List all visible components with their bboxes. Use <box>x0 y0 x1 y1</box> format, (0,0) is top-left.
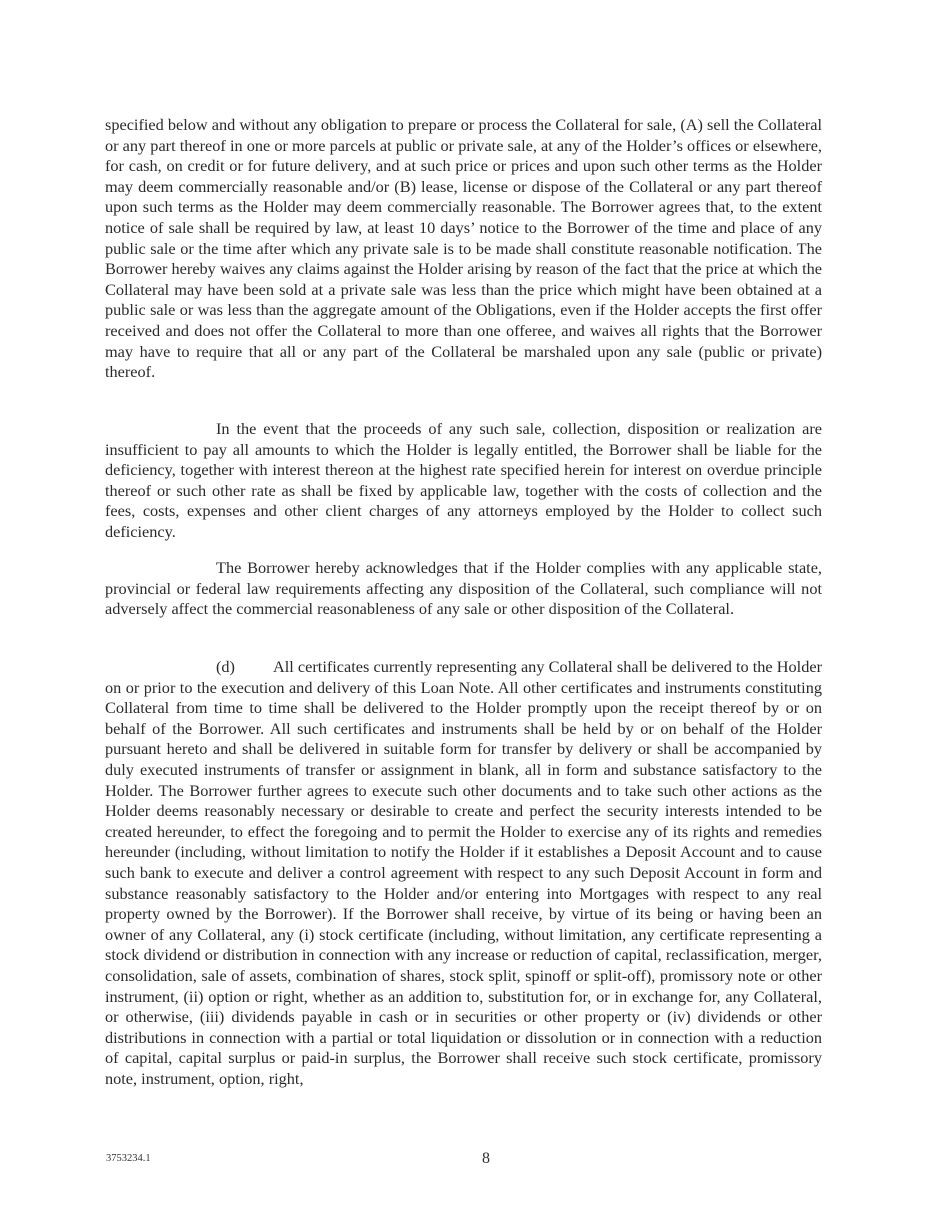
paragraph-compliance: The Borrower hereby acknowledges that if the Holder complies with any applicable state, provincial or federal law requirements affecting any disposition of the Collateral, such compliance will not adversely affect the commercial reasonableness of any sale or other disposition of the Collateral. <box>105 558 822 619</box>
paragraph-deficiency: In the event that the proceeds of any such sale, collection, disposition or realization are insufficient to pay all amounts to which the Holder is legally entitled, the Borrower shall be liable for the deficiency, together with interest thereon at the highest rate specified herein for interest on overdue principle thereof or such other rate as shall be fixed by applicable law, together with the costs of collection and the fees, costs, expenses and other client charges of any attorneys employed by the Holder to collect such deficiency. <box>105 419 822 541</box>
subsection-text: All certificates currently representing any Collateral shall be delivered to the Holder on or prior to the execution and delivery of this Loan Note. All other certificates and instruments constituting Collateral from time to time shall be delivered to the Holder promptly upon the receipt thereof by or on behalf of the Borrower. All such certificates and instruments shall be held by or on behalf of the Holder pursuant hereto and shall be delivered in suitable form for transfer by delivery or shall be accompanied by duly executed instruments of transfer or assignment in blank, all in form and substance satisfactory to the Holder. The Borrower further agrees to execute such other documents and to take such other actions as the Holder deems reasonably necessary or desirable to create and perfect the security interests intended to be created hereunder, to effect the foregoing and to permit the Holder to exercise any of its rights and remedies hereunder (including, without limitation to notify the Holder if it establishes a Deposit Account and to cause such bank to execute and deliver a control agreement with respect to any such Deposit Account in form and substance reasonably satisfactory to the Holder and/or entering into Mortgages with respect to any real property owned by the Borrower). If the Borrower shall receive, by virtue of its being or having been an owner of any Collateral, any (i) stock certificate (including, without limitation, any certificate representing a stock dividend or distribution in connection with any increase or reduction of capital, reclassification, merger, consolidation, sale of assets, combination of shares, stock split, spinoff or split-off), promissory note or other instrument, (ii) option or right, whether as an addition to, substitution for, or in exchange for, any Collateral, or otherwise, (iii) dividends payable in cash or in securities or other property or (iv) dividends or other distributions in connection with a partial or total liquidation or dissolution or in connection with a reduction of capital, capital surplus or paid-in surplus, the Borrower shall receive such stock certificate, promissory note, instrument, option, right, <box>105 657 822 1088</box>
paragraph-d-certificates <box>105 657 822 1089</box>
subsection-label: (d) <box>216 657 235 676</box>
paragraph-sale-of-collateral: specified below and without any obligation to prepare or process the Collateral for sale, (A) sell the Collateral or any part thereof in one or more parcels at public or private sale, at any of the Holder’s offices or elsewhere, for cash, on credit or for future delivery, and at such price or prices and upon such other terms as the Holder may deem commercially reasonable and/or (B) lease, license or dispose of the Collateral or any part thereof upon such terms as the Holder may deem commercially reasonable. The Borrower agrees that, to the extent notice of sale shall be required by law, at least 10 days’ notice to the Borrower of the time and place of any public sale or the time after which any private sale is to be made shall constitute reasonable notification. The Borrower hereby waives any claims against the Holder arising by reason of the fact that the price at which the Collateral may have been sold at a private sale was less than the price which might have been obtained at a public sale or was less than the aggregate amount of the Obligations, even if the Holder accepts the first offer received and does not offer the Collateral to more than one offeree, and waives all rights that the Borrower may have to require that all or any part of the Collateral be marshaled upon any sale (public or private) thereof. <box>105 115 822 382</box>
page-number: 8 <box>482 1150 490 1167</box>
footer-document-id: 3753234.1 <box>106 1153 151 1164</box>
